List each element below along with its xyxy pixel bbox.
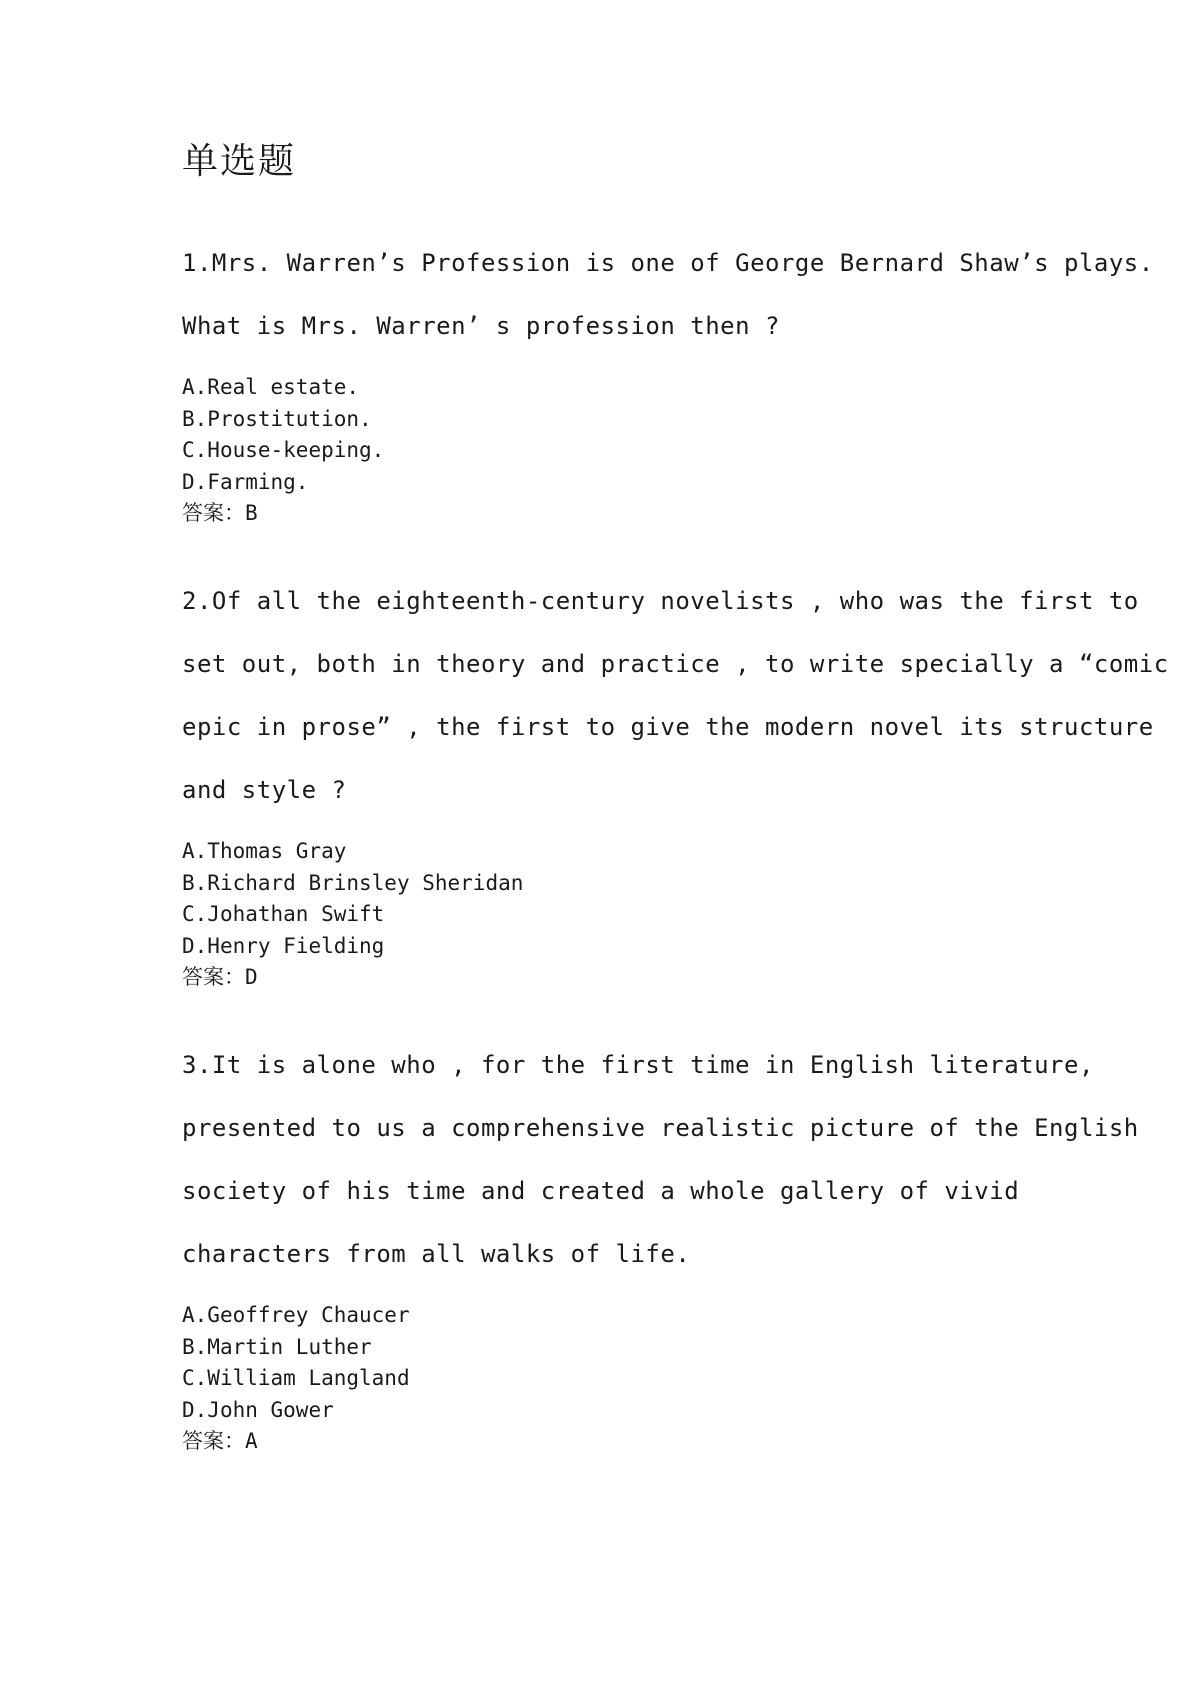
option-text: William Langland xyxy=(207,1366,410,1390)
option-d xyxy=(182,931,1022,963)
stem-line: set out, both in theory and practice , to write specially a “comic xyxy=(182,650,1169,678)
option-list xyxy=(182,836,1022,994)
stem-line: What is Mrs. Warren’ s profession then ? xyxy=(182,312,780,340)
option-list xyxy=(182,372,1022,530)
option-text: Johathan Swift xyxy=(207,902,385,926)
option-text: House-keeping. xyxy=(207,438,385,462)
question-2 xyxy=(182,570,1169,994)
option-letter: A. xyxy=(182,375,208,399)
stem-line: 3.It is alone who , for the first time in English literature, xyxy=(182,1051,1094,1079)
option-c xyxy=(182,899,1022,931)
stem-line: epic in prose” , the first to give the modern novel its structure xyxy=(182,713,1154,741)
option-text: Martin Luther xyxy=(207,1334,372,1359)
option-letter: D. xyxy=(182,469,208,494)
stem-line: characters from all walks of life. xyxy=(182,1240,691,1268)
option-c xyxy=(182,435,1022,467)
option-text: Richard Brinsley Sheridan xyxy=(207,870,524,895)
stem-line: 2.Of all the eighteenth-century novelists , who was the first to xyxy=(182,587,1139,615)
question-stem xyxy=(182,232,1154,358)
stem-line: presented to us a comprehensive realistic picture of the English xyxy=(182,1114,1139,1142)
option-a xyxy=(182,1300,1022,1332)
option-b xyxy=(182,868,1022,900)
question-stem xyxy=(182,570,1169,822)
option-d xyxy=(182,467,1022,499)
option-letter: D. xyxy=(182,933,208,958)
option-text: Henry Fielding xyxy=(207,933,385,958)
option-text: Prostitution. xyxy=(207,406,372,431)
stem-line: and style ? xyxy=(182,776,347,804)
option-letter: C. xyxy=(182,438,208,462)
option-letter: B. xyxy=(182,870,208,895)
option-text: John Gower xyxy=(207,1397,334,1422)
option-b xyxy=(182,1332,1022,1364)
option-letter: C. xyxy=(182,1366,208,1390)
option-text: Farming. xyxy=(207,469,309,494)
option-text: Thomas Gray xyxy=(207,839,347,863)
option-letter: B. xyxy=(182,1334,208,1359)
option-b xyxy=(182,404,1022,436)
answer-line: 答案：A xyxy=(182,1429,258,1453)
option-c xyxy=(182,1363,1022,1395)
option-a xyxy=(182,372,1022,404)
stem-line: society of his time and created a whole gallery of vivid xyxy=(182,1177,1020,1205)
option-d xyxy=(182,1395,1022,1427)
section-title: 单选题 xyxy=(182,141,297,182)
option-letter: B. xyxy=(182,406,208,431)
answer-line: 答案：D xyxy=(182,965,258,989)
option-list xyxy=(182,1300,1022,1458)
question-stem xyxy=(182,1034,1139,1286)
answer-line: 答案：B xyxy=(182,501,258,525)
question-3 xyxy=(182,1034,1139,1458)
option-letter: A. xyxy=(182,839,208,863)
question-1 xyxy=(182,232,1154,530)
stem-line: 1.Mrs. Warren’s Profession is one of George Bernard Shaw’s plays. xyxy=(182,249,1154,277)
option-letter: C. xyxy=(182,902,208,926)
option-letter: D. xyxy=(182,1397,208,1422)
option-text: Geoffrey Chaucer xyxy=(207,1303,410,1327)
option-text: Real estate. xyxy=(207,375,360,399)
option-letter: A. xyxy=(182,1303,208,1327)
option-a xyxy=(182,836,1022,868)
